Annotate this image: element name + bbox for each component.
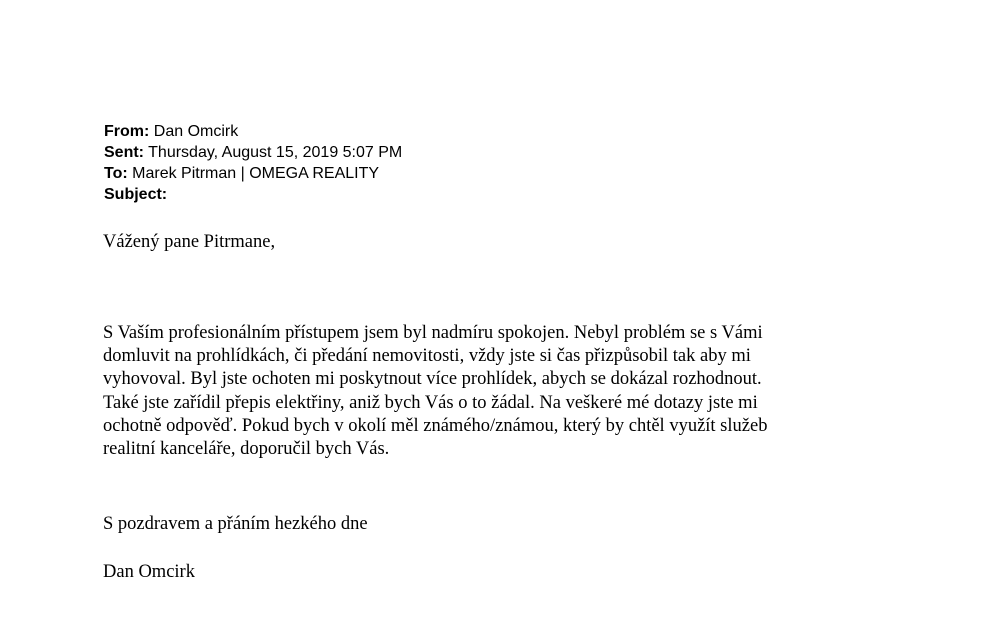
greeting: Vážený pane Pitrmane,: [103, 232, 276, 252]
body-line: realitní kanceláře, doporučil bych Vás.: [103, 439, 390, 460]
subject-row: [104, 184, 402, 205]
from-label: From:: [104, 123, 150, 140]
to-label: To:: [104, 165, 128, 182]
body-line: ochotně odpověď. Pokud bych v okolí měl známého/známou, který by chtěl využít služeb: [103, 415, 768, 436]
sent-row: [104, 142, 402, 163]
signature: Dan Omcirk: [103, 562, 195, 582]
message-body: [103, 322, 863, 461]
to-value: Marek Pitrman | OMEGA REALITY: [132, 165, 380, 182]
from-value: Dan Omcirk: [153, 123, 239, 140]
sent-value: Thursday, August 15, 2019 5:07 PM: [148, 144, 403, 161]
sent-label: Sent:: [104, 144, 144, 161]
body-line: vyhovoval. Byl jste ochoten mi poskytnout více prohlídek, abych se dokázal rozhodnout.: [103, 369, 762, 390]
from-row: [104, 121, 402, 142]
closing: S pozdravem a přáním hezkého dne: [103, 514, 368, 534]
body-line: Také jste zařídil přepis elektřiny, aniž bych Vás o to žádal. Na veškeré mé dotazy jste mi: [103, 392, 758, 413]
subject-label: Subject:: [104, 186, 168, 203]
body-line: domluvit na prohlídkách, či předání nemovitosti, vždy jste si čas přizpůsobil tak aby mi: [103, 346, 751, 367]
to-row: [104, 163, 402, 184]
body-line: S Vaším profesionálním přístupem jsem byl nadmíru spokojen. Nebyl problém se s Vámi: [103, 323, 763, 343]
email-header: [104, 121, 402, 205]
